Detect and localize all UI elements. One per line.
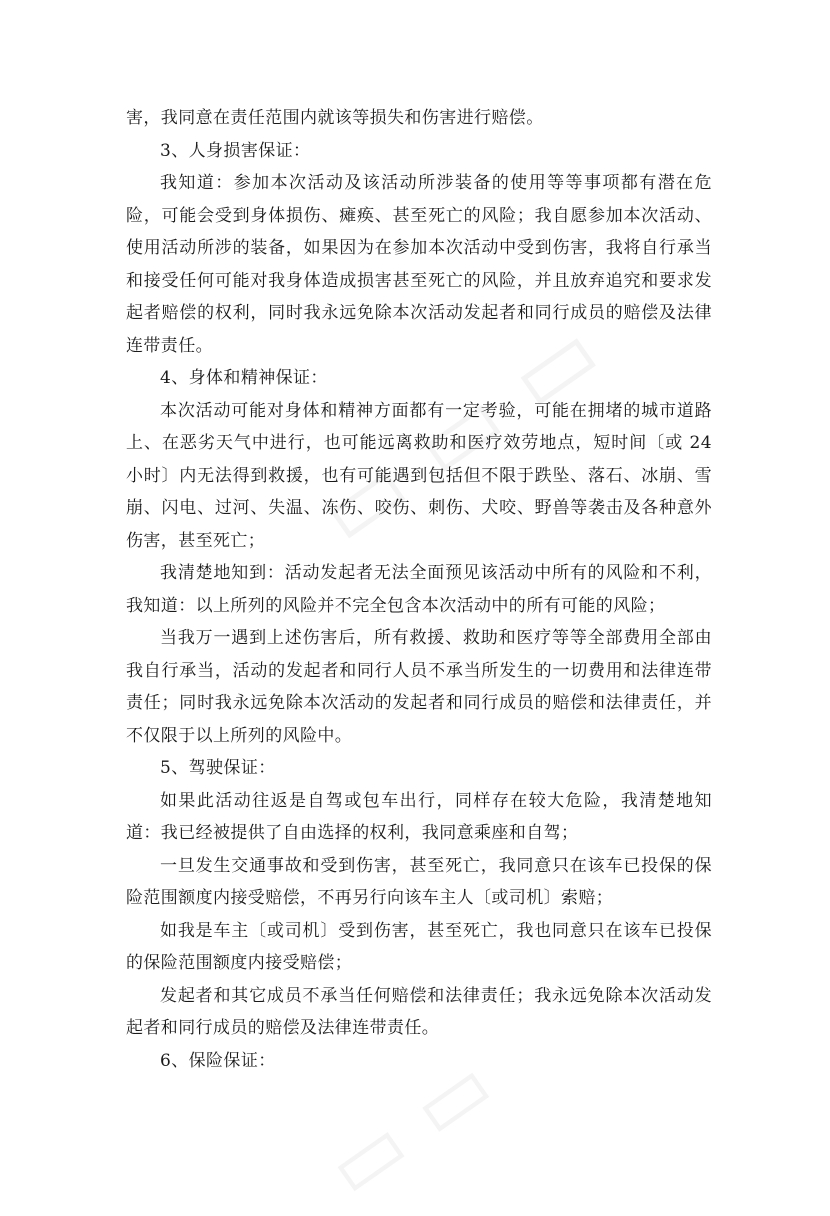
section-heading-5: 5、驾驶保证： [160,758,276,778]
paragraph: 害，我同意在责任范围内就该等损失和伤害进行赔偿。 [126,108,544,128]
paragraph: 我清楚地知到：活动发起者无法全面预见该活动中所有的风险和不利，我知道：以上所列的风险并不完全包含本次活动中的所有可能的风险； [126,563,712,616]
document-body [126,102,712,1077]
section-heading-6: 6、保险保证： [160,1050,276,1071]
paragraph: 发起者和其它成员不承当任何赔偿和法律责任；我永远免除本次活动发起者和同行成员的赔偿及法律连带责任。 [126,985,712,1038]
paragraph: 我知道：参加本次活动及该活动所涉装备的使用等等事项都有潜在危险，可能会受到身体损伤、瘫痪、甚至死亡的风险；我自愿参加本次活动、使用活动所涉的装备，如果因为在参加本次活动中受到伤害，我将自行承当和接受任何可能对我身体造成损害甚至死亡的风险，并且放弃追究和要求发起者赔偿的权利，同时我永远免除本次活动发起者和同行成员的赔偿及法律连带责任。 [126,173,712,356]
section-heading-4: 4、身体和精神保证： [160,368,328,388]
paragraph: 一旦发生交通事故和受到伤害，甚至死亡，我同意只在该车已投保的保险范围额度内接受赔偿，不再另行向该车主人〔或司机〕索赔； [126,855,712,908]
paragraph: 本次活动可能对身体和精神方面都有一定考验，可能在拥堵的城市道路上、在恶劣天气中进行，也可能远离救助和医疗效劳地点，短时间〔或 24 小时〕内无法得到救援，也有可能遇到包括但不限于跌坠、落石、冰崩、雪崩、闪电、过河、失温、冻伤、咬伤、刺伤、犬咬、野兽等袭击及各种意外伤害，甚至死亡； [126,400,712,551]
paragraph: 如我是车主〔或司机〕受到伤害，甚至死亡，我也同意只在该车已投保的保险范围额度内接受赔偿； [126,920,712,973]
paragraph: 如果此活动往返是自驾或包车出行，同样存在较大危险，我清楚地知道：我已经被提供了自由选择的权利，我同意乘座和自驾； [126,790,712,843]
section-heading-3: 3、人身损害保证： [160,140,311,161]
paragraph: 当我万一遇到上述伤害后，所有救援、救助和医疗等等全部费用全部由我自行承当，活动的发起者和同行人员不承当所发生的一切费用和法律连带责任；同时我永远免除本次活动的发起者和同行成员的赔偿和法律责任，并不仅限于以上所列的风险中。 [126,628,712,746]
